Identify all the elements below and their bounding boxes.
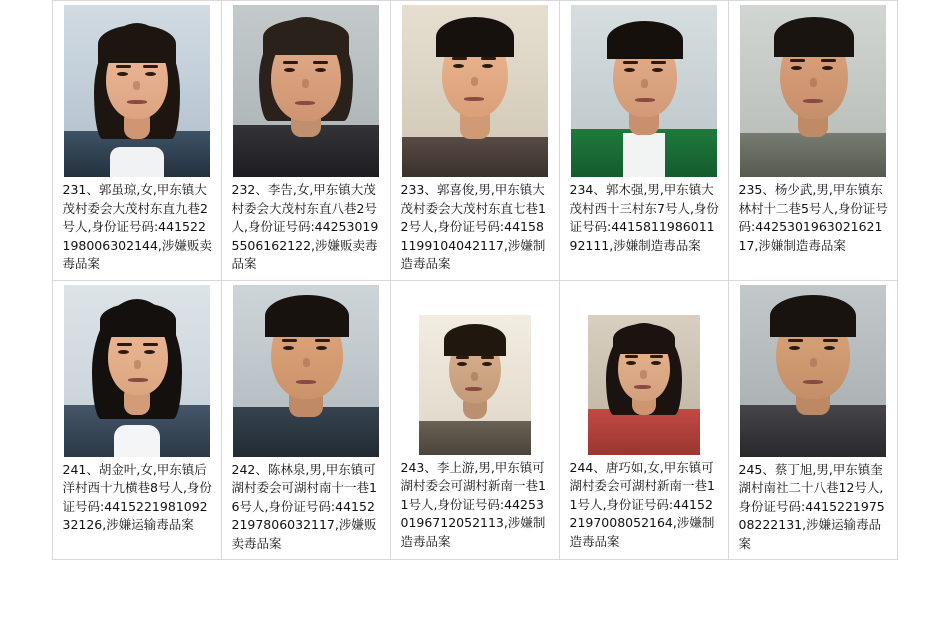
entry-caption: 235、杨少武,男,甲东镇东林村十二巷5号人,身份证号码:442530196302162117,涉嫌制造毒品案 xyxy=(738,182,888,253)
portrait-232 xyxy=(233,5,379,177)
entry-caption: 232、李告,女,甲东镇大茂村委会大茂村东直八巷2号人,身份证号码:442530195506162122,涉嫌贩卖毒品案 xyxy=(231,182,379,271)
portrait-242 xyxy=(233,285,379,457)
entry-caption: 234、郭木强,男,甲东镇大茂村西十三村东7号人,身份证号码:441581198601192111,涉嫌制造毒品案 xyxy=(569,182,719,253)
portrait-245 xyxy=(740,285,886,457)
table-body xyxy=(53,1,898,560)
wanted-persons-table xyxy=(52,0,898,560)
table-cell-231 xyxy=(53,1,222,281)
table-row xyxy=(53,1,898,281)
portrait-231 xyxy=(64,5,210,177)
table-cell-245 xyxy=(729,280,898,560)
portrait-234 xyxy=(571,5,717,177)
portrait-244 xyxy=(588,315,700,455)
entry-caption: 244、唐巧如,女,甲东镇可湖村委会可湖村新南一巷11号人,身份证号码:441522197008052164,涉嫌制造毒品案 xyxy=(569,459,715,549)
entry-caption: 233、郭喜俊,男,甲东镇大茂村委会大茂村东直七巷12号人,身份证号码:441581199104042117,涉嫌制造毒品案 xyxy=(400,182,546,271)
table-cell-235 xyxy=(729,1,898,281)
portrait-241 xyxy=(64,285,210,457)
entry-caption: 241、胡金叶,女,甲东镇后洋村西十九横巷8号人,身份证号码:441522198109232126,涉嫌运输毒品案 xyxy=(62,461,212,532)
table-cell-232 xyxy=(222,1,391,281)
table-cell-242 xyxy=(222,280,391,560)
table-cell-234 xyxy=(560,1,729,281)
entry-caption: 242、陈林泉,男,甲东镇可湖村委会可湖村南十一巷16号人,身份证号码:441522197806032117,涉嫌贩卖毒品案 xyxy=(231,461,377,551)
table-cell-243 xyxy=(391,280,560,560)
table-cell-233 xyxy=(391,1,560,281)
entry-caption: 243、李上游,男,甲东镇可湖村委会可湖村新南一巷11号人,身份证号码:442530196712052113,涉嫌制造毒品案 xyxy=(400,459,546,549)
table-cell-241 xyxy=(53,280,222,560)
entry-caption: 231、郭虽琼,女,甲东镇大茂村委会大茂村东直九巷2号人,身份证号码:441522198006302144,涉嫌贩卖毒品案 xyxy=(62,182,212,271)
portrait-235 xyxy=(740,5,886,177)
entry-caption: 245、蔡丁旭,男,甲东镇奎湖村南社二十八巷12号人,身份证号码:441522197508222131,涉嫌运输毒品案 xyxy=(738,461,885,551)
portrait-233 xyxy=(402,5,548,177)
table-row xyxy=(53,280,898,560)
portrait-243 xyxy=(419,315,531,455)
table-cell-244 xyxy=(560,280,729,560)
